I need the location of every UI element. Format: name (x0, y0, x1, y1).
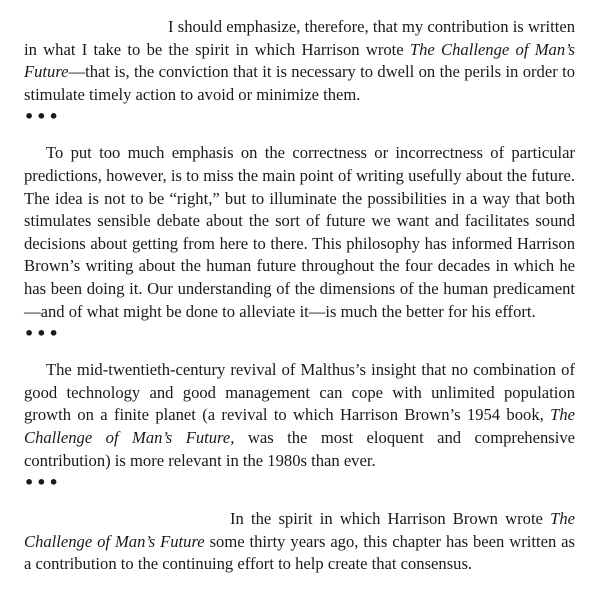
paragraph-1-book-title: The Challenge of Man’s Future (24, 39, 575, 82)
paragraph-3-text-b: was the most eloquent and comprehensive contribution) is more relevant in the 1980s than ever. (24, 427, 575, 470)
paragraph-3-text-a: The mid-twentieth-century revival of Malthus’s insight that no combination of good technology and good management can cope with unlimited population growth on a finite planet (a revival to which Harrison Brown’s 1954 book, (24, 360, 575, 425)
ellipsis-separator-1: ••• (24, 107, 61, 127)
paragraph-4 (24, 508, 575, 576)
paragraph-3-book-title: The Challenge of Man’s Future, (24, 405, 575, 447)
ellipsis-separator-2: ••• (24, 324, 61, 344)
paragraph-4-text-b: some thirty years ago, this chapter has been written as a contribution to the continuing effort to help create that consensus. (24, 531, 575, 574)
paragraph-1-text-b: —that is, the conviction that it is necessary to dwell on the perils in order to stimulate timely action to avoid or minimize them. (24, 62, 575, 104)
paragraph-3 (24, 359, 575, 472)
paragraph-4-book-title: The Challenge of Man’s Future (24, 509, 575, 551)
paragraph-1 (24, 16, 575, 106)
paragraph-2 (24, 142, 575, 323)
paragraph-4-text-a: In the spirit in which Harrison Brown wrote (230, 509, 551, 529)
paragraph-1-text-a: I should emphasize, therefore, that my contribution is written in what I take to be the spirit in which Harrison wrote (24, 17, 575, 59)
ellipsis-separator-3: ••• (24, 473, 61, 493)
paragraph-2-text: To put too much emphasis on the correctness or incorrectness of particular predictions, however, is to miss the main point of writing usefully about the future. The idea is not to be “right,” but to illuminate the possibilities in a way that both stimulates sensible debate about the sort of future we want and facilitates sound decisions about getting from here to there. This philosophy has informed Harrison Brown’s writing about the human future throughout the four decades in which he has been doing it. Our understanding of the dimensions of the human predicament—and of what might be done to alleviate it—is much the better for his effort. (24, 143, 575, 321)
